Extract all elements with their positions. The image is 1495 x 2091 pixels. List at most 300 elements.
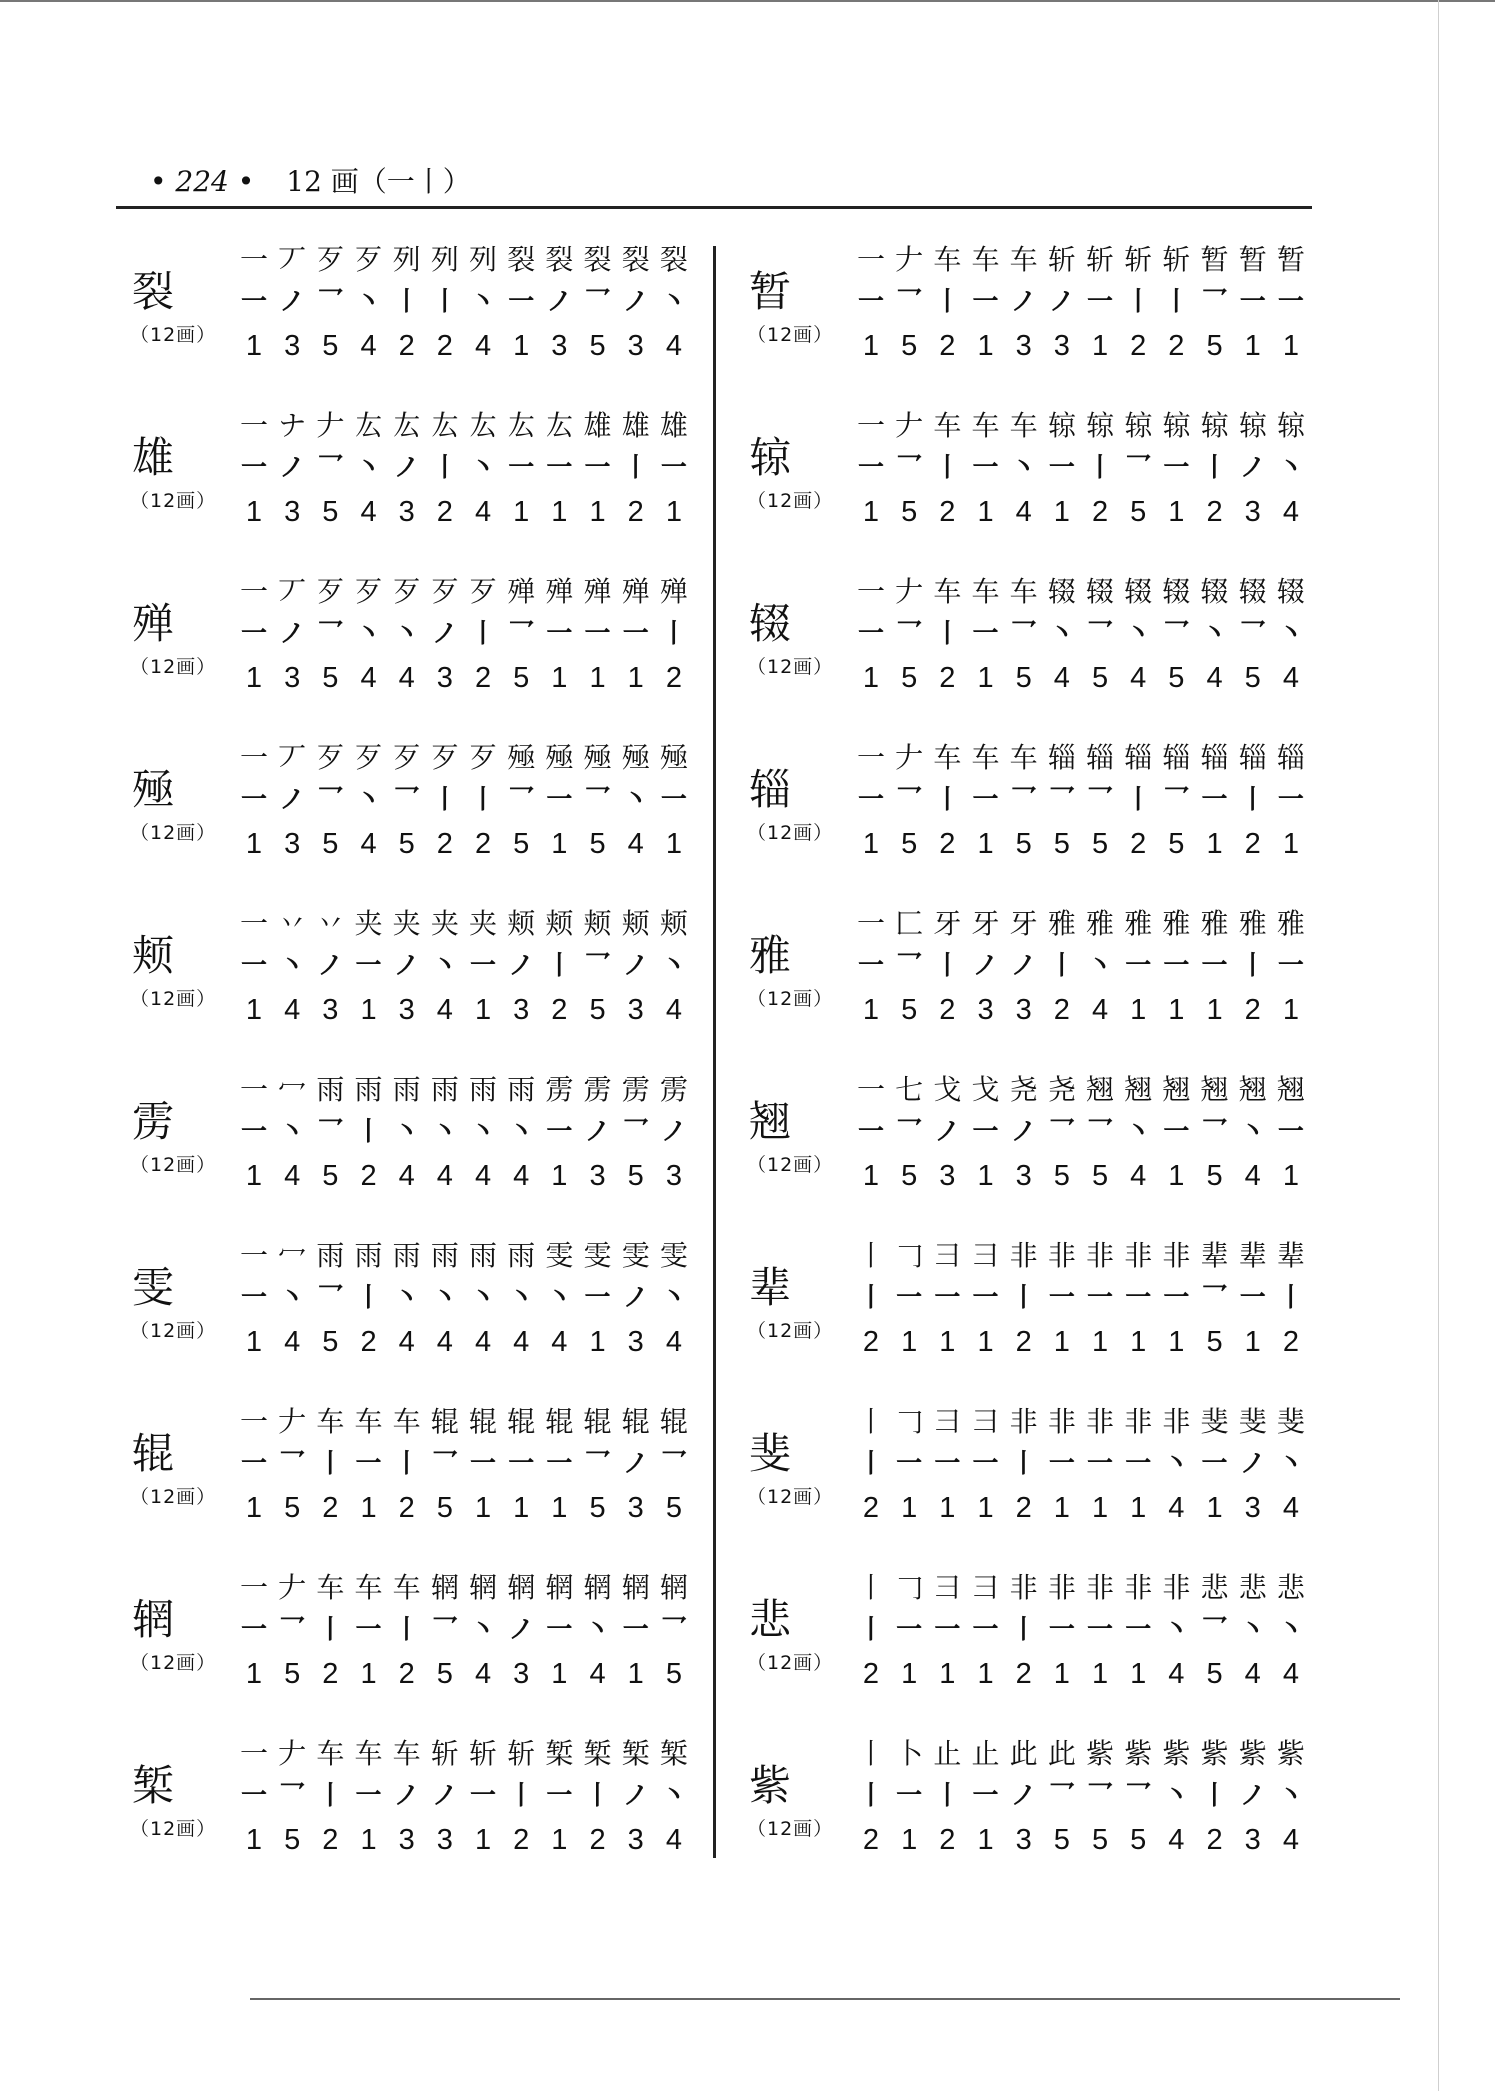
stroke-step: 车 <box>354 1571 383 1604</box>
stroke-code: 4 <box>1130 662 1147 694</box>
stroke-shape: 一 <box>857 619 884 649</box>
stroke-code: 3 <box>627 1492 644 1524</box>
stroke-step: 辊 <box>507 1405 536 1438</box>
stroke-code: 4 <box>284 1160 301 1192</box>
stroke-step: 车 <box>392 1737 421 1770</box>
stroke-shape: 丨 <box>431 785 458 815</box>
stroke-shape: ノ <box>584 1117 611 1147</box>
stroke-code: 1 <box>245 994 263 1026</box>
stroke-step: 一 <box>856 575 885 608</box>
stroke-code: 5 <box>901 496 918 528</box>
stroke-step: 雨 <box>354 1073 383 1106</box>
stroke-shape: 一 <box>1125 1449 1152 1479</box>
stroke-code: 4 <box>665 1824 682 1856</box>
stroke-step: 辍 <box>1276 575 1305 608</box>
stroke-code: 3 <box>589 1160 606 1192</box>
stroke-shape: 一 <box>660 785 687 815</box>
stroke-shape: 丶 <box>584 1615 611 1645</box>
stroke-code: 4 <box>1282 1658 1299 1690</box>
column-divider <box>713 246 716 1858</box>
stroke-step: 一 <box>239 575 268 608</box>
stroke-code: 5 <box>901 828 918 860</box>
stroke-code: 1 <box>665 496 682 528</box>
stroke-count-label: （12画） <box>747 988 834 1010</box>
stroke-step: 列 <box>392 243 421 276</box>
stroke-shape: 丶 <box>1163 1615 1190 1645</box>
stroke-step: 厷 <box>507 409 536 442</box>
stroke-shape: 一 <box>355 1615 382 1645</box>
stroke-code: 2 <box>474 662 492 694</box>
stroke-shape: 丨 <box>1239 951 1266 981</box>
stroke-code: 1 <box>245 1492 263 1524</box>
stroke-step: 车 <box>1009 409 1038 442</box>
stroke-shape: 丨 <box>355 1117 382 1147</box>
stroke-code: 4 <box>589 1658 606 1690</box>
stroke-code-row <box>853 1158 1309 1194</box>
stroke-code: 2 <box>665 662 682 694</box>
stroke-shape: 丶 <box>1239 1615 1266 1645</box>
stroke-step-row <box>236 408 692 444</box>
stroke-step: 彐 <box>933 1571 962 1604</box>
stroke-code: 2 <box>589 1824 606 1856</box>
stroke-shape: 乛 <box>431 1615 458 1645</box>
stroke-shape-row <box>236 616 692 652</box>
headword-char: 辍 <box>749 599 792 648</box>
stroke-shape: 丨 <box>1201 453 1228 483</box>
stroke-shape: 一 <box>1163 1283 1190 1313</box>
stroke-step: 殛 <box>621 741 650 774</box>
stroke-code: 4 <box>474 1658 492 1690</box>
stroke-shape: 丶 <box>393 1283 420 1313</box>
stroke-shape: 丶 <box>1048 619 1075 649</box>
stroke-code: 3 <box>1244 496 1261 528</box>
stroke-step: 非 <box>1009 1571 1038 1604</box>
stroke-step: 车 <box>392 1571 421 1604</box>
stroke-shape: 丶 <box>470 1117 497 1147</box>
stroke-step: 雅 <box>1047 907 1076 940</box>
stroke-step: 殛 <box>545 741 574 774</box>
stroke-shape: 一 <box>972 1615 999 1645</box>
stroke-shape: 丶 <box>1277 1449 1304 1479</box>
stroke-step: 辌 <box>1086 409 1115 442</box>
stroke-code: 1 <box>939 1658 956 1690</box>
stroke-shape: 乛 <box>431 1449 458 1479</box>
stroke-shape: 丶 <box>1163 1449 1190 1479</box>
stroke-shape: 一 <box>508 287 535 317</box>
stroke-shape: 乛 <box>1125 1781 1152 1811</box>
stroke-code: 5 <box>1206 1326 1223 1358</box>
stroke-shape: 一 <box>622 619 649 649</box>
stroke-shape: 丶 <box>355 453 382 483</box>
stroke-step: 车 <box>354 1405 383 1438</box>
stroke-step: 一 <box>856 1073 885 1106</box>
stroke-step: 雳 <box>583 1073 612 1106</box>
stroke-shape: 一 <box>584 1283 611 1313</box>
stroke-step: 车 <box>933 575 962 608</box>
stroke-step: 车 <box>354 1737 383 1770</box>
stroke-code: 1 <box>245 1160 263 1192</box>
stroke-code-row <box>853 826 1309 862</box>
stroke-shape: 乛 <box>508 785 535 815</box>
stroke-shape: 一 <box>1087 1449 1114 1479</box>
stroke-shape: 丨 <box>431 453 458 483</box>
stroke-shape: 一 <box>1125 1283 1152 1313</box>
stroke-code: 1 <box>665 828 682 860</box>
stroke-code: 3 <box>398 994 415 1026</box>
stroke-step: 雅 <box>1162 907 1191 940</box>
stroke-step: 雳 <box>659 1073 688 1106</box>
stroke-code: 5 <box>1244 662 1261 694</box>
stroke-step: 歹 <box>430 741 459 774</box>
stroke-shape: 丨 <box>317 1449 344 1479</box>
stroke-shape: 一 <box>896 1615 923 1645</box>
stroke-shape: 一 <box>508 453 535 483</box>
page-header <box>150 160 471 200</box>
stroke-step: 列 <box>430 243 459 276</box>
stroke-shape: 一 <box>1048 1449 1075 1479</box>
stroke-code: 1 <box>245 828 263 860</box>
stroke-shape: 一 <box>1163 951 1190 981</box>
stroke-shape: 丶 <box>355 287 382 317</box>
stroke-code-row <box>236 660 692 696</box>
stroke-step: 雅 <box>1276 907 1305 940</box>
stroke-shape: 一 <box>546 1449 573 1479</box>
stroke-code: 4 <box>1282 662 1299 694</box>
stroke-shape: 乛 <box>317 619 344 649</box>
stroke-step: 雯 <box>659 1239 688 1272</box>
stroke-shape: ノ <box>1239 453 1266 483</box>
stroke-step: 雨 <box>354 1239 383 1272</box>
stroke-code-row <box>853 494 1309 530</box>
stroke-step: 彐 <box>933 1405 962 1438</box>
stroke-code: 1 <box>474 1824 492 1856</box>
stroke-shape: 丨 <box>1201 1781 1228 1811</box>
stroke-code: 2 <box>1053 994 1070 1026</box>
stroke-code: 1 <box>1206 994 1223 1026</box>
stroke-shape: 一 <box>1201 1449 1228 1479</box>
right-column <box>745 228 1325 1888</box>
stroke-shape: 一 <box>546 1615 573 1645</box>
headword-char: 雄 <box>132 433 175 482</box>
stroke-code-row <box>236 1656 692 1692</box>
stroke-step: 𠃌 <box>895 1571 924 1604</box>
stroke-shape-row <box>236 1280 692 1316</box>
stroke-step: 一 <box>856 409 885 442</box>
stroke-shape-row <box>853 782 1309 818</box>
stroke-shape: 丨 <box>317 1781 344 1811</box>
stroke-step-row <box>853 1736 1309 1772</box>
headword-char: 紫 <box>749 1761 792 1810</box>
stroke-code: 3 <box>977 994 994 1026</box>
stroke-step: 雨 <box>430 1073 459 1106</box>
stroke-shape: ノ <box>622 287 649 317</box>
stroke-step: 殚 <box>659 575 688 608</box>
stroke-shape: 丨 <box>622 453 649 483</box>
stroke-step: 辌 <box>1124 409 1153 442</box>
stroke-step: 𠂇 <box>278 1737 307 1770</box>
stroke-code: 3 <box>284 662 301 694</box>
stroke-step-row <box>236 740 692 776</box>
stroke-step: 翘 <box>1200 1073 1229 1106</box>
stroke-code: 1 <box>360 994 377 1026</box>
stroke-step: 裂 <box>621 243 650 276</box>
stroke-step: 悲 <box>1238 1571 1267 1604</box>
stroke-step: 雨 <box>392 1239 421 1272</box>
stroke-step: 雨 <box>316 1073 345 1106</box>
stroke-code: 1 <box>551 496 568 528</box>
stroke-code: 2 <box>360 1160 377 1192</box>
headword-char: 颊 <box>132 931 175 980</box>
headword-char: 椠 <box>132 1761 175 1810</box>
stroke-shape: 丶 <box>660 287 687 317</box>
stroke-code: 2 <box>1015 1492 1032 1524</box>
stroke-code: 5 <box>1130 496 1147 528</box>
stroke-step: 非 <box>1162 1405 1191 1438</box>
stroke-code: 1 <box>939 1492 956 1524</box>
stroke-code: 5 <box>901 662 918 694</box>
stroke-code: 1 <box>862 828 880 860</box>
stroke-shape: 一 <box>934 1283 961 1313</box>
stroke-shape: ノ <box>1010 951 1037 981</box>
stroke-code: 4 <box>1282 1824 1299 1856</box>
stroke-code: 5 <box>322 662 339 694</box>
stroke-code: 5 <box>513 662 530 694</box>
stroke-step: 辋 <box>507 1571 536 1604</box>
stroke-code: 4 <box>665 994 682 1026</box>
stroke-shape: 一 <box>1087 1283 1114 1313</box>
stroke-step: 丆 <box>278 243 307 276</box>
stroke-step: 车 <box>316 1737 345 1770</box>
stroke-code: 3 <box>284 828 301 860</box>
stroke-shape: 一 <box>240 1449 267 1479</box>
stroke-step: 雨 <box>507 1239 536 1272</box>
stroke-shape: 乛 <box>660 1615 687 1645</box>
stroke-shape: 丨 <box>546 951 573 981</box>
stroke-step: 裂 <box>583 243 612 276</box>
headword-char: 暂 <box>749 267 792 316</box>
stroke-step: 歹 <box>392 741 421 774</box>
headword-char: 雅 <box>749 931 792 980</box>
stroke-step: 非 <box>1009 1405 1038 1438</box>
stroke-step: 厷 <box>430 409 459 442</box>
stroke-code-row <box>853 1490 1309 1526</box>
stroke-shape-row <box>853 284 1309 320</box>
stroke-shape: 一 <box>546 785 573 815</box>
stroke-step: 雯 <box>545 1239 574 1272</box>
stroke-step: 歹 <box>316 243 345 276</box>
stroke-shape: 丶 <box>393 619 420 649</box>
stroke-step: 车 <box>933 741 962 774</box>
stroke-code: 4 <box>1130 1160 1147 1192</box>
stroke-step: 雅 <box>1238 907 1267 940</box>
stroke-step: 牙 <box>971 907 1000 940</box>
stroke-shape: 乛 <box>896 951 923 981</box>
stroke-shape: 丨 <box>857 1781 884 1811</box>
stroke-step: 翘 <box>1162 1073 1191 1106</box>
stroke-shape: 一 <box>972 453 999 483</box>
char-entry <box>128 1224 708 1390</box>
stroke-code: 4 <box>1053 662 1070 694</box>
char-entry <box>128 1722 708 1888</box>
stroke-code: 2 <box>322 1492 339 1524</box>
stroke-step: 悲 <box>1276 1571 1305 1604</box>
stroke-shape: 乛 <box>1087 1781 1114 1811</box>
stroke-code: 1 <box>862 994 880 1026</box>
stroke-shape: 丶 <box>470 453 497 483</box>
stroke-step: 斩 <box>430 1737 459 1770</box>
stroke-step: 戈 <box>933 1073 962 1106</box>
stroke-step: 一 <box>239 907 268 940</box>
stroke-step: 厷 <box>469 409 498 442</box>
stroke-step-row <box>853 1238 1309 1274</box>
stroke-shape-row <box>236 284 692 320</box>
stroke-count-label: （12画） <box>747 1818 834 1840</box>
stroke-step: 辍 <box>1238 575 1267 608</box>
stroke-shape: 一 <box>584 619 611 649</box>
stroke-step: 非 <box>1162 1571 1191 1604</box>
stroke-shape: 一 <box>240 1117 267 1147</box>
stroke-step: 歹 <box>430 575 459 608</box>
stroke-shape: ノ <box>393 453 420 483</box>
stroke-shape: ノ <box>1010 1117 1037 1147</box>
stroke-code: 4 <box>474 1160 492 1192</box>
stroke-code: 3 <box>1015 1160 1032 1192</box>
stroke-shape: 一 <box>857 785 884 815</box>
stroke-shape: 乛 <box>508 619 535 649</box>
stroke-code: 3 <box>627 1326 644 1358</box>
headword-char: 辊 <box>132 1429 175 1478</box>
stroke-step: 辋 <box>621 1571 650 1604</box>
headword-char: 斐 <box>749 1429 792 1478</box>
stroke-shape: 丨 <box>393 287 420 317</box>
stroke-shape: 丶 <box>1277 619 1304 649</box>
stroke-shape: 一 <box>1239 1283 1266 1313</box>
stroke-step-row <box>853 1404 1309 1440</box>
stroke-shape: 丨 <box>1125 785 1152 815</box>
stroke-code: 4 <box>1206 662 1223 694</box>
stroke-code: 4 <box>1282 1492 1299 1524</box>
stroke-step: 牙 <box>933 907 962 940</box>
stroke-shape: 乛 <box>317 453 344 483</box>
stroke-shape: 丶 <box>1277 453 1304 483</box>
stroke-step: 椠 <box>583 1737 612 1770</box>
stroke-step: 丨 <box>856 1405 885 1438</box>
stroke-step: 冖 <box>278 1073 307 1106</box>
stroke-shape: 一 <box>1277 785 1304 815</box>
stroke-step: 辍 <box>1086 575 1115 608</box>
stroke-shape-row <box>236 450 692 486</box>
headword-char: 雯 <box>132 1263 175 1312</box>
stroke-step: 𠂇 <box>278 1405 307 1438</box>
stroke-shape: 丶 <box>1010 453 1037 483</box>
stroke-step: 斩 <box>507 1737 536 1770</box>
stroke-step-row <box>853 574 1309 610</box>
stroke-step: 裂 <box>659 243 688 276</box>
stroke-step-row <box>853 408 1309 444</box>
stroke-step: 雄 <box>659 409 688 442</box>
stroke-count-label: （12画） <box>130 1486 217 1508</box>
stroke-shape-row <box>236 1612 692 1648</box>
stroke-step-row <box>853 906 1309 942</box>
stroke-code-row <box>236 1822 692 1858</box>
stroke-shape: 一 <box>972 619 999 649</box>
stroke-code: 4 <box>513 1160 530 1192</box>
stroke-code: 4 <box>665 1326 682 1358</box>
stroke-step: 翘 <box>1276 1073 1305 1106</box>
stroke-shape: 丨 <box>934 1781 961 1811</box>
stroke-step: 斐 <box>1200 1405 1229 1438</box>
stroke-shape: 乛 <box>279 1615 306 1645</box>
stroke-shape: 一 <box>240 1283 267 1313</box>
stroke-step: 彐 <box>971 1405 1000 1438</box>
stroke-shape: 乛 <box>1010 785 1037 815</box>
stroke-step: 辋 <box>659 1571 688 1604</box>
stroke-shape: 乛 <box>1125 453 1152 483</box>
stroke-code: 1 <box>901 1658 918 1690</box>
stroke-code: 2 <box>862 1824 880 1856</box>
stroke-shape: 一 <box>934 1449 961 1479</box>
stroke-step-row <box>236 1404 692 1440</box>
stroke-code: 3 <box>1015 994 1032 1026</box>
stroke-count-label: （12画） <box>130 1652 217 1674</box>
stroke-code: 5 <box>513 828 530 860</box>
stroke-code: 1 <box>977 828 994 860</box>
stroke-step: 雳 <box>621 1073 650 1106</box>
stroke-shape: 乛 <box>1087 1117 1114 1147</box>
stroke-code: 1 <box>513 330 530 362</box>
char-entry <box>128 394 708 560</box>
stroke-shape: 一 <box>1201 785 1228 815</box>
stroke-shape: ノ <box>279 453 306 483</box>
stroke-shape: 乛 <box>622 1117 649 1147</box>
stroke-code: 2 <box>360 1326 377 1358</box>
stroke-shape: ノ <box>279 619 306 649</box>
stroke-code: 1 <box>1130 1658 1147 1690</box>
stroke-code: 2 <box>627 496 644 528</box>
stroke-step: 非 <box>1162 1239 1191 1272</box>
stroke-code: 2 <box>1015 1658 1032 1690</box>
stroke-code: 1 <box>901 1326 918 1358</box>
stroke-step: 雳 <box>545 1073 574 1106</box>
stroke-shape: ノ <box>1239 1781 1266 1811</box>
stroke-shape: ノ <box>622 1781 649 1811</box>
stroke-shape: 丶 <box>279 1117 306 1147</box>
stroke-code: 4 <box>360 330 377 362</box>
stroke-shape: 一 <box>546 619 573 649</box>
stroke-code: 1 <box>977 1824 994 1856</box>
stroke-shape: 乛 <box>1201 1117 1228 1147</box>
stroke-code: 1 <box>977 330 994 362</box>
stroke-step: 辎 <box>1047 741 1076 774</box>
stroke-code: 1 <box>627 1658 644 1690</box>
stroke-shape: 丨 <box>393 1449 420 1479</box>
stroke-shape-row <box>853 948 1309 984</box>
stroke-shape: 丨 <box>857 1615 884 1645</box>
stroke-shape: 丨 <box>317 1615 344 1645</box>
stroke-code: 2 <box>398 1658 415 1690</box>
stroke-step: 辋 <box>583 1571 612 1604</box>
stroke-code: 1 <box>360 1658 377 1690</box>
stroke-step: 丨 <box>856 1571 885 1604</box>
stroke-code: 4 <box>398 662 415 694</box>
char-entry <box>745 726 1325 892</box>
stroke-count-label: （12画） <box>747 490 834 512</box>
stroke-step: 𠂇 <box>895 243 924 276</box>
stroke-shape: 一 <box>240 453 267 483</box>
char-entry <box>745 394 1325 560</box>
headword-char: 裂 <box>132 267 175 316</box>
stroke-code: 3 <box>939 1160 956 1192</box>
